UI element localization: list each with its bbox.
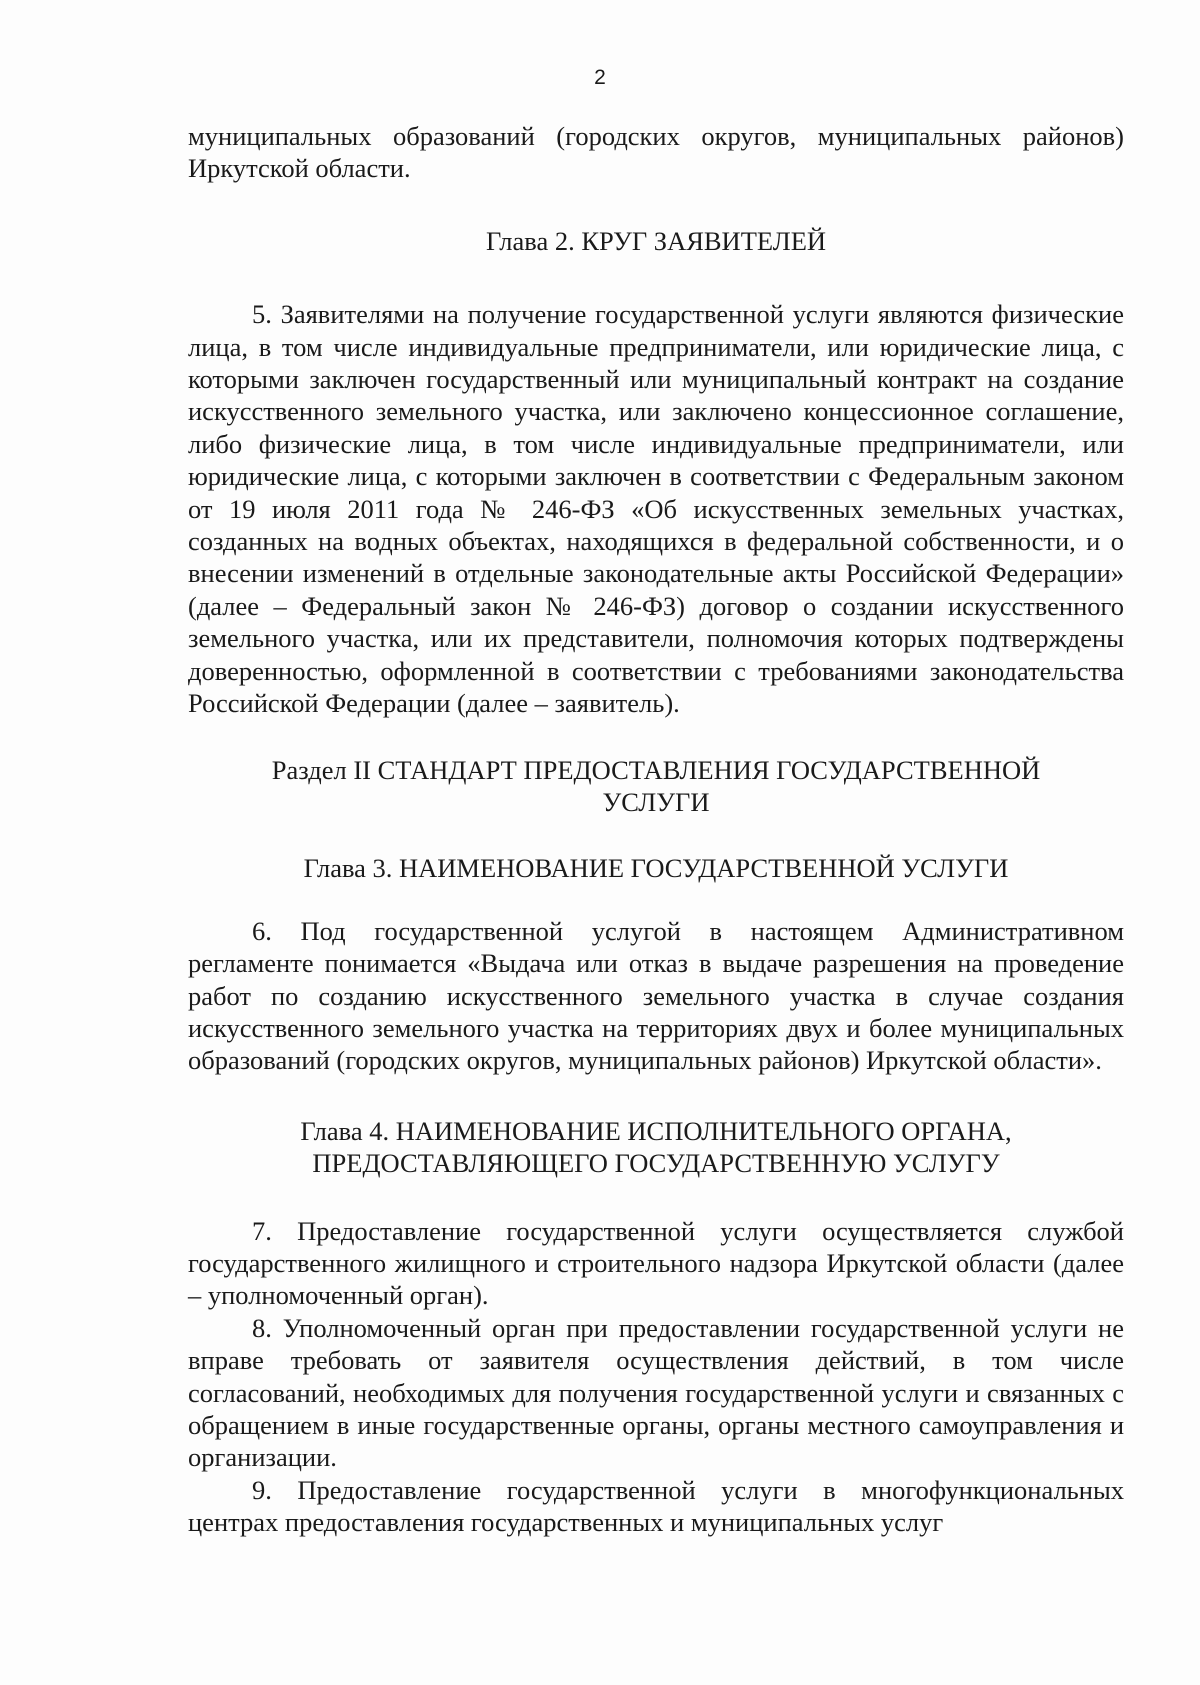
section-2-title-line-2: УСЛУГИ (602, 786, 710, 817)
paragraph-7: 7. Предоставление государственной услуги осуществляется службой государственного жилищного и строительного надзора Иркутской области (далее – уполномоченный орган). (188, 1215, 1124, 1311)
paragraph-9: 9. Предоставление государственной услуги в многофункциональных центрах предоставления государственных и муниципальных услуг (188, 1474, 1124, 1538)
paragraph-8: 8. Уполномоченный орган при предоставлении государственной услуги не вправе требовать от заявителя осуществления действий, в том числе согласований, необходимых для получения государственной услуги и связанных с обращением в иные государственные органы, органы местного самоуправления и организации. (188, 1312, 1124, 1473)
document-body (188, 120, 1124, 1539)
section-2-title-line-1: Раздел II СТАНДАРТ ПРЕДОСТАВЛЕНИЯ ГОСУДАРСТВЕННОЙ (271, 754, 1041, 785)
page-number: 2 (594, 66, 606, 89)
chapter-4-title-line-2: ПРЕДОСТАВЛЯЮЩЕГО ГОСУДАРСТВЕННУЮ УСЛУГУ (312, 1148, 1000, 1179)
intro-paragraph: муниципальных образований (городских округов, муниципальных районов) Иркутской области. (188, 121, 1124, 184)
paragraph-5: 5. Заявителями на получение государственной услуги являются физические лица, в том числе индивидуальные предприниматели, или юридические лица, с которыми заключен государственный или муниципальный контракт на создание искусственного земельного участка, или заключено концессионное соглашение, либо физические лица, в том числе индивидуальные предприниматели, или юридические лица, с которыми заключен в соответствии с Федеральным законом от 19 июля 2011 года № 246-ФЗ «Об искусственных земельных участках, созданных на водных объектах, находящихся в федеральной собственности, и о внесении изменений в отдельные законодательные акты Российской Федерации» (далее – Федеральный закон № 246-ФЗ) договор о создании искусственного земельного участка, или их представители, полномочия которых подтверждены доверенностью, оформленной в соответствии с требованиями законодательства Российской Федерации (далее – заявитель). (188, 299, 1124, 719)
paragraph-6: 6. Под государственной услугой в настоящем Административном регламенте понимается «Выдача или отказ в выдаче разрешения на проведение работ по созданию искусственного земельного участка в случае создания искусственного земельного участка на территориях двух и более муниципальных образований (городских округов, муниципальных районов) Иркутской области». (188, 915, 1124, 1076)
section-2-title (188, 754, 1124, 819)
chapter-3-title: Глава 3. НАИМЕНОВАНИЕ ГОСУДАРСТВЕННОЙ УСЛУГИ (303, 853, 1009, 884)
chapter-4-title-line-1: Глава 4. НАИМЕНОВАНИЕ ИСПОЛНИТЕЛЬНОГО ОРГАНА, (300, 1115, 1012, 1146)
chapter-4-title (188, 1115, 1124, 1180)
chapter-2-title: Глава 2. КРУГ ЗАЯВИТЕЛЕЙ (485, 225, 827, 256)
